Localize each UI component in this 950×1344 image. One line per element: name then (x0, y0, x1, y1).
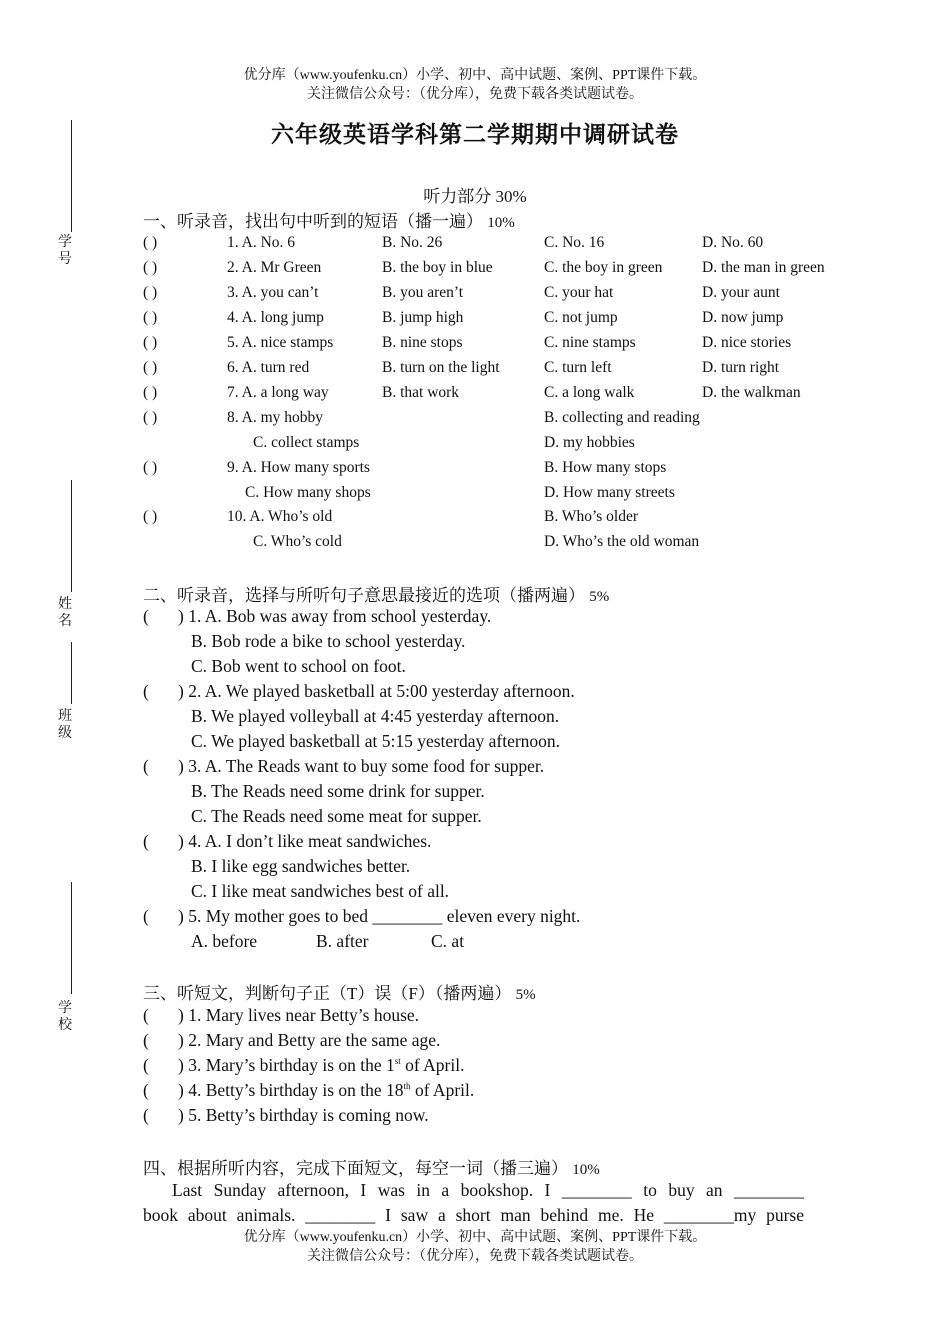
option-d: D. the man in green (702, 259, 825, 276)
answer-bracket-open[interactable]: ( (143, 1005, 149, 1025)
option-a: 10. A. Who’s old (227, 508, 333, 525)
answer-bracket[interactable]: ( ) (143, 359, 158, 376)
answer-bracket[interactable]: ( ) (143, 384, 158, 401)
option-c: C. your hat (544, 284, 614, 301)
option-a: 1. A. No. 6 (227, 234, 296, 251)
answer-bracket-open[interactable]: ( (143, 1030, 149, 1050)
q2-1-option-c: C. Bob went to school on foot. (191, 656, 406, 676)
q2-2-option-b: B. We played volleyball at 4:45 yesterday afternoon. (191, 706, 560, 726)
option-c: C. collect stamps (253, 434, 360, 451)
section2-heading (143, 581, 609, 606)
option-a: 4. A. long jump (227, 309, 324, 326)
q2-4-option-a: ) 4. A. I don’t like meat sandwiches. (178, 831, 432, 851)
option-a: 8. A. my hobby (227, 409, 324, 426)
option-a: 7. A. a long way (227, 384, 329, 401)
label-school: 学 校 (58, 1001, 72, 1033)
option-b: B. Who’s older (544, 508, 638, 525)
option-d: D. turn right (702, 359, 780, 376)
footer-line-2: 关注微信公众号：（优分库），免费下载各类试题试卷。 (307, 1249, 643, 1264)
option-b: B. you aren’t (382, 284, 464, 301)
binding-line-2 (71, 480, 72, 592)
section4-title: 四、根据所听内容，完成下面短文，每空一词（播三遍） (143, 1159, 568, 1178)
option-c: C. Who’s cold (253, 533, 342, 550)
option-b: B. jump high (382, 309, 464, 326)
label-name: 姓 名 (58, 597, 72, 629)
q2-5-option-b: B. after (316, 931, 369, 951)
option-d: D. now jump (702, 309, 784, 326)
answer-bracket[interactable]: ( ) (143, 284, 158, 301)
q2-1-option-a: ) 1. A. Bob was away from school yesterday. (178, 606, 492, 626)
q2-5-stem: ) 5. My mother goes to bed ________ eleven every night. (178, 906, 581, 926)
statement-3-tail: of April. (400, 1055, 465, 1075)
option-c: C. turn left (544, 359, 612, 376)
statement-4 (178, 1080, 474, 1101)
option-b: B. How many stops (544, 459, 667, 476)
q2-4-option-b: B. I like egg sandwiches better. (191, 856, 411, 876)
label-class: 班 级 (58, 709, 72, 741)
q2-2-option-a: ) 2. A. We played basketball at 5:00 yesterday afternoon. (178, 681, 575, 701)
binding-line-3 (71, 642, 72, 704)
statement-1: ) 1. Mary lives near Betty’s house. (178, 1005, 420, 1025)
option-b: B. No. 26 (382, 234, 443, 251)
answer-bracket-open[interactable]: ( (143, 1055, 149, 1075)
option-c: C. the boy in green (544, 259, 663, 276)
section1-heading (143, 207, 515, 232)
answer-bracket-open[interactable]: ( (143, 906, 149, 926)
answer-bracket-open[interactable]: ( (143, 1080, 149, 1100)
statement-5: ) 5. Betty’s birthday is coming now. (178, 1105, 429, 1125)
option-c: C. No. 16 (544, 234, 605, 251)
q2-5-option-c: C. at (431, 931, 465, 951)
answer-bracket-open[interactable]: ( (143, 831, 149, 851)
statement-2: ) 2. Mary and Betty are the same age. (178, 1030, 441, 1050)
q2-2-option-c: C. We played basketball at 5:15 yesterday afternoon. (191, 731, 561, 751)
option-d: D. How many streets (544, 484, 675, 501)
answer-bracket-open[interactable]: ( (143, 756, 149, 776)
option-a: 6. A. turn red (227, 359, 310, 376)
header-line-2: 关注微信公众号：（优分库），免费下载各类试题试卷。 (307, 87, 643, 102)
statement-3-sup: st (394, 1056, 401, 1067)
answer-bracket[interactable]: ( ) (143, 234, 158, 251)
option-c: C. How many shops (245, 484, 371, 501)
answer-bracket[interactable]: ( ) (143, 508, 158, 525)
answer-bracket[interactable]: ( ) (143, 334, 158, 351)
section3-percent: 5% (515, 987, 536, 1003)
answer-bracket[interactable]: ( ) (143, 459, 158, 476)
binding-line-4 (71, 882, 72, 994)
q2-3-option-a: ) 3. A. The Reads want to buy some food for supper. (178, 756, 545, 776)
option-a: 5. A. nice stamps (227, 334, 334, 351)
q2-3-option-b: B. The Reads need some drink for supper. (191, 781, 485, 801)
answer-bracket[interactable]: ( ) (143, 409, 158, 426)
q2-3-option-c: C. The Reads need some meat for supper. (191, 806, 482, 826)
option-b: B. the boy in blue (382, 259, 493, 276)
section1-title: 一、听录音，找出句中听到的短语（播一遍） (143, 212, 483, 231)
option-a: 3. A. you can’t (227, 284, 319, 301)
option-c: C. a long walk (544, 384, 635, 401)
option-b: B. that work (382, 384, 460, 401)
q2-4-option-c: C. I like meat sandwiches best of all. (191, 881, 450, 901)
option-a: 2. A. Mr Green (227, 259, 322, 276)
option-b: B. nine stops (382, 334, 463, 351)
section1-percent: 10% (487, 215, 515, 231)
section3-heading (143, 979, 536, 1004)
option-d: D. No. 60 (702, 234, 764, 251)
passage-line-1: Last Sunday afternoon, I was in a bookshop. I ________ to buy an ________ (172, 1180, 804, 1200)
answer-bracket-open[interactable]: ( (143, 1105, 149, 1125)
footer-line-1: 优分库（www.youfenku.cn）小学、初中、高中试题、案例、PPT课件下载。 (243, 1230, 707, 1245)
section2-title: 二、听录音，选择与所听句子意思最接近的选项（播两遍） (143, 586, 585, 605)
page-subtitle: 听力部分 30% (423, 187, 527, 206)
statement-4-text: ) 4. Betty’s birthday is on the 18 (178, 1080, 404, 1100)
option-d: D. my hobbies (544, 434, 635, 451)
statement-4-tail: of April. (410, 1080, 475, 1100)
header-line-1: 优分库（www.youfenku.cn）小学、初中、高中试题、案例、PPT课件下载。 (243, 68, 707, 83)
q2-1-option-b: B. Bob rode a bike to school yesterday. (191, 631, 466, 651)
statement-3-text: ) 3. Mary’s birthday is on the 1 (178, 1055, 395, 1075)
answer-bracket[interactable]: ( ) (143, 259, 158, 276)
option-b: B. collecting and reading (544, 409, 700, 426)
section3-title: 三、听短文，判断句子正（T）误（F）（播两遍） (143, 984, 512, 1003)
option-a: 9. A. How many sports (227, 459, 370, 476)
option-c: C. not jump (544, 309, 618, 326)
option-d: D. Who’s the old woman (544, 533, 700, 550)
label-student-no: 学 号 (58, 235, 72, 267)
answer-bracket-open[interactable]: ( (143, 606, 149, 626)
section4-percent: 10% (572, 1162, 600, 1178)
option-d: D. your aunt (702, 284, 780, 301)
option-d: D. nice stories (702, 334, 792, 351)
q2-5-option-a: A. before (191, 931, 258, 951)
section2-percent: 5% (589, 589, 610, 605)
section4-heading (143, 1154, 600, 1179)
option-d: D. the walkman (702, 384, 801, 401)
answer-bracket[interactable]: ( ) (143, 309, 158, 326)
page-title: 六年级英语学科第二学期期中调研试卷 (271, 122, 679, 147)
statement-4-sup: th (403, 1081, 411, 1092)
option-c: C. nine stamps (544, 334, 636, 351)
passage-line-2: book about animals. ________ I saw a short man behind me. He ________my purse (143, 1205, 804, 1225)
option-b: B. turn on the light (382, 359, 500, 376)
answer-bracket-open[interactable]: ( (143, 681, 149, 701)
statement-3 (178, 1055, 464, 1076)
